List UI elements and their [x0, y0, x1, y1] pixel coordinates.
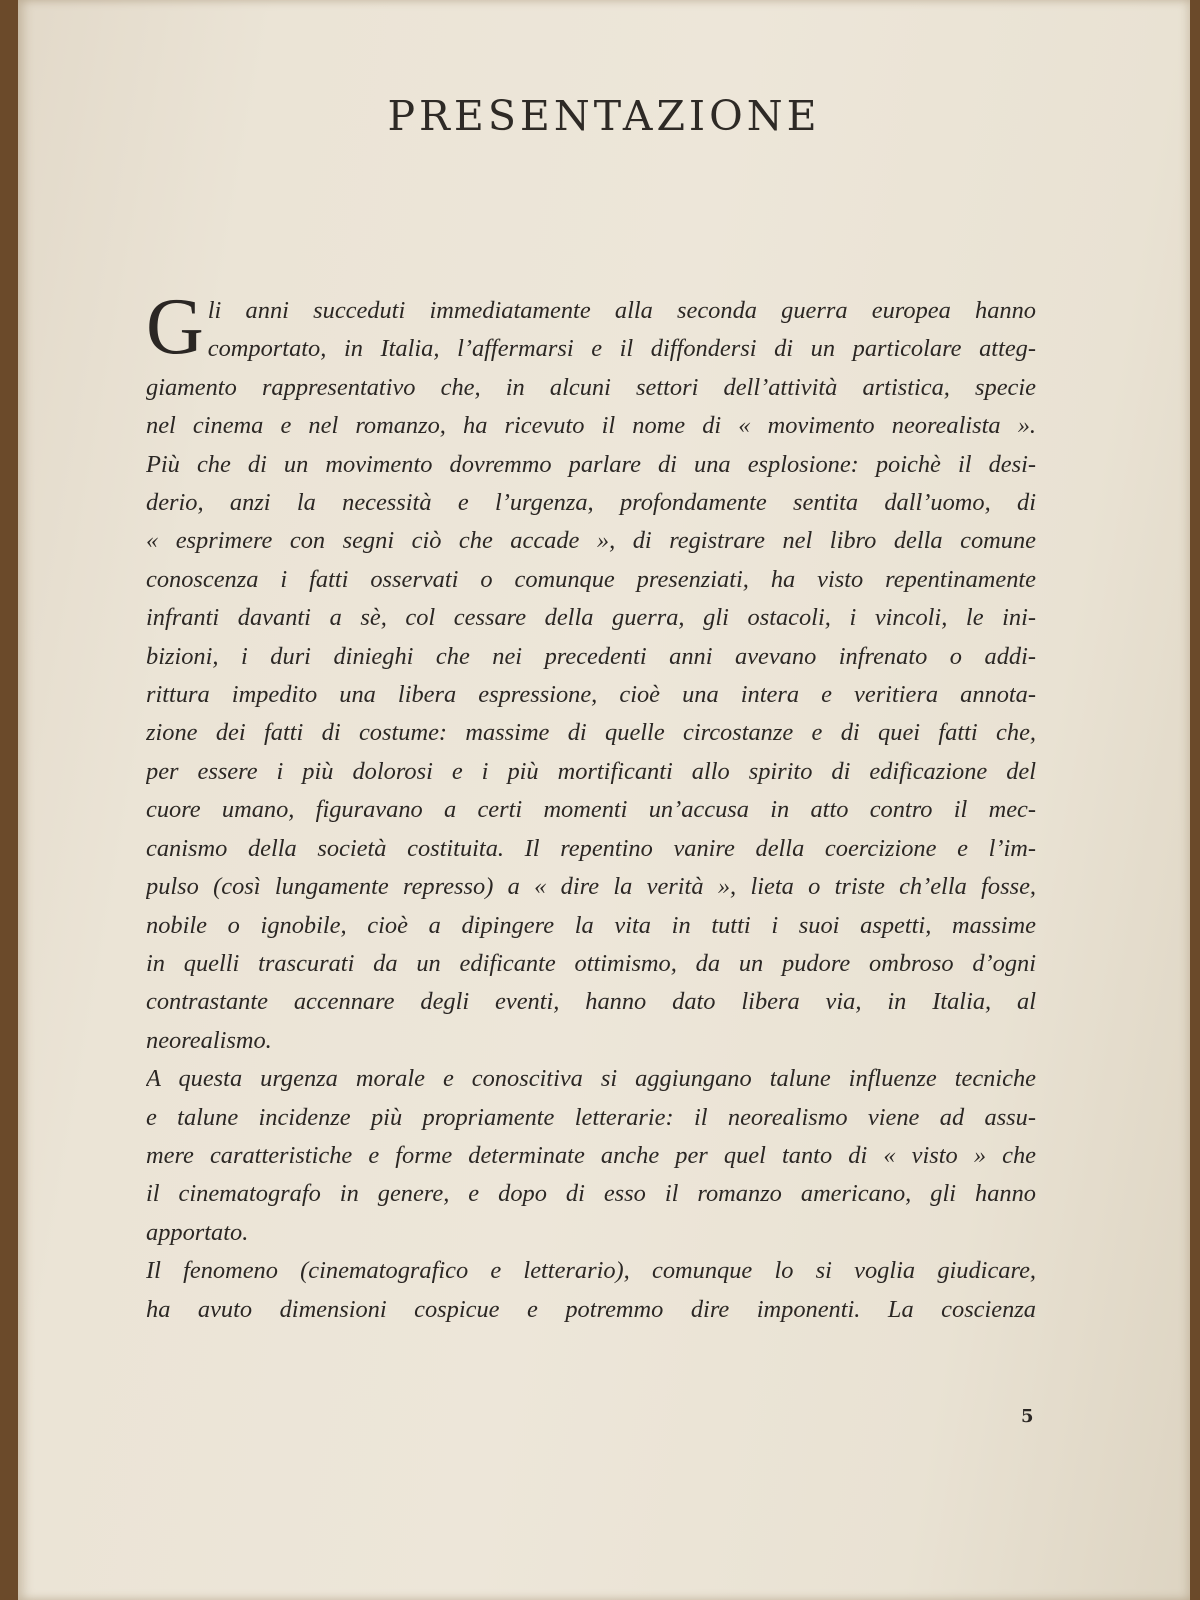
text-line: derio, anzi la necessità e l’urgenza, profondamente sentita dall’uomo, di	[146, 489, 1036, 517]
text-line: comportato, in Italia, l’affermarsi e il diffondersi di un particolare atteg-	[207, 335, 1036, 363]
text-line: zione dei fatti di costume: massime di quelle circostanze e di quei fatti che,	[146, 719, 1036, 747]
text-line: A questa urgenza morale e conoscitiva si aggiungano talune influenze tecniche	[146, 1065, 1036, 1093]
text-line: apportato.	[146, 1218, 249, 1246]
text-line: contrastante accennare degli eventi, hanno dato libera via, in Italia, al	[146, 988, 1036, 1016]
text-line: conoscenza i fatti osservati o comunque presenziati, ha visto repentinamente	[146, 565, 1036, 593]
text-line: nel cinema e nel romanzo, ha ricevuto il nome di « movimento neorealista ».	[146, 412, 1036, 440]
text-line: giamento rappresentativo che, in alcuni settori dell’attività artistica, specie	[146, 373, 1036, 401]
text-line: neorealismo.	[146, 1026, 272, 1054]
text-line: in quelli trascurati da un edificante ottimismo, da un pudore ombroso d’ogni	[146, 949, 1036, 977]
text-line: cuore umano, figuravano a certi momenti un’accusa in atto contro il mec-	[146, 796, 1036, 824]
text-line: mere caratteristiche e forme determinate anche per quel tanto di « visto » che	[146, 1141, 1036, 1169]
page-number: 5	[1021, 1406, 1034, 1427]
text-line: bizioni, i duri dinieghi che nei precedenti anni avevano infrenato o addi-	[146, 642, 1036, 670]
text-line: Più che di un movimento dovremmo parlare di una esplosione: poichè il desi-	[146, 450, 1036, 478]
page-title: PRESENTAZIONE	[387, 92, 821, 140]
body-text	[146, 283, 1036, 1329]
text-line: canismo della società costituita. Il repentino vanire della coercizione e l’im-	[146, 834, 1036, 862]
text-line: per essere i più dolorosi e i più mortificanti allo spirito di edificazione del	[146, 757, 1036, 785]
book-page	[18, 0, 1190, 1600]
text-lines	[146, 283, 1036, 1329]
text-line: li anni succeduti immediatamente alla seconda guerra europea hanno	[207, 297, 1036, 324]
text-line: « esprimere con segni ciò che accade », di registrare nel libro della comune	[146, 527, 1036, 555]
text-line: rittura impedito una libera espressione, cioè una intera e veritiera annota-	[146, 681, 1036, 709]
drop-cap: G	[146, 283, 204, 371]
text-line: infranti davanti a sè, col cessare della guerra, gli ostacoli, i vincoli, le ini-	[146, 604, 1036, 632]
text-line: e talune incidenze più propriamente letterarie: il neorealismo viene ad assu-	[146, 1103, 1036, 1131]
text-line: ha avuto dimensioni cospicue e potremmo dire imponenti. La coscienza	[146, 1295, 1036, 1323]
text-line: il cinematografo in genere, e dopo di esso il romanzo americano, gli hanno	[146, 1180, 1036, 1208]
text-line: Il fenomeno (cinematografico e letterario), comunque lo si voglia giudicare,	[146, 1257, 1036, 1285]
text-line: nobile o ignobile, cioè a dipingere la vita in tutti i suoi aspetti, massime	[146, 911, 1036, 939]
text-line: pulso (così lungamente represso) a « dire la verità », lieta o triste ch’ella fosse,	[146, 873, 1036, 901]
